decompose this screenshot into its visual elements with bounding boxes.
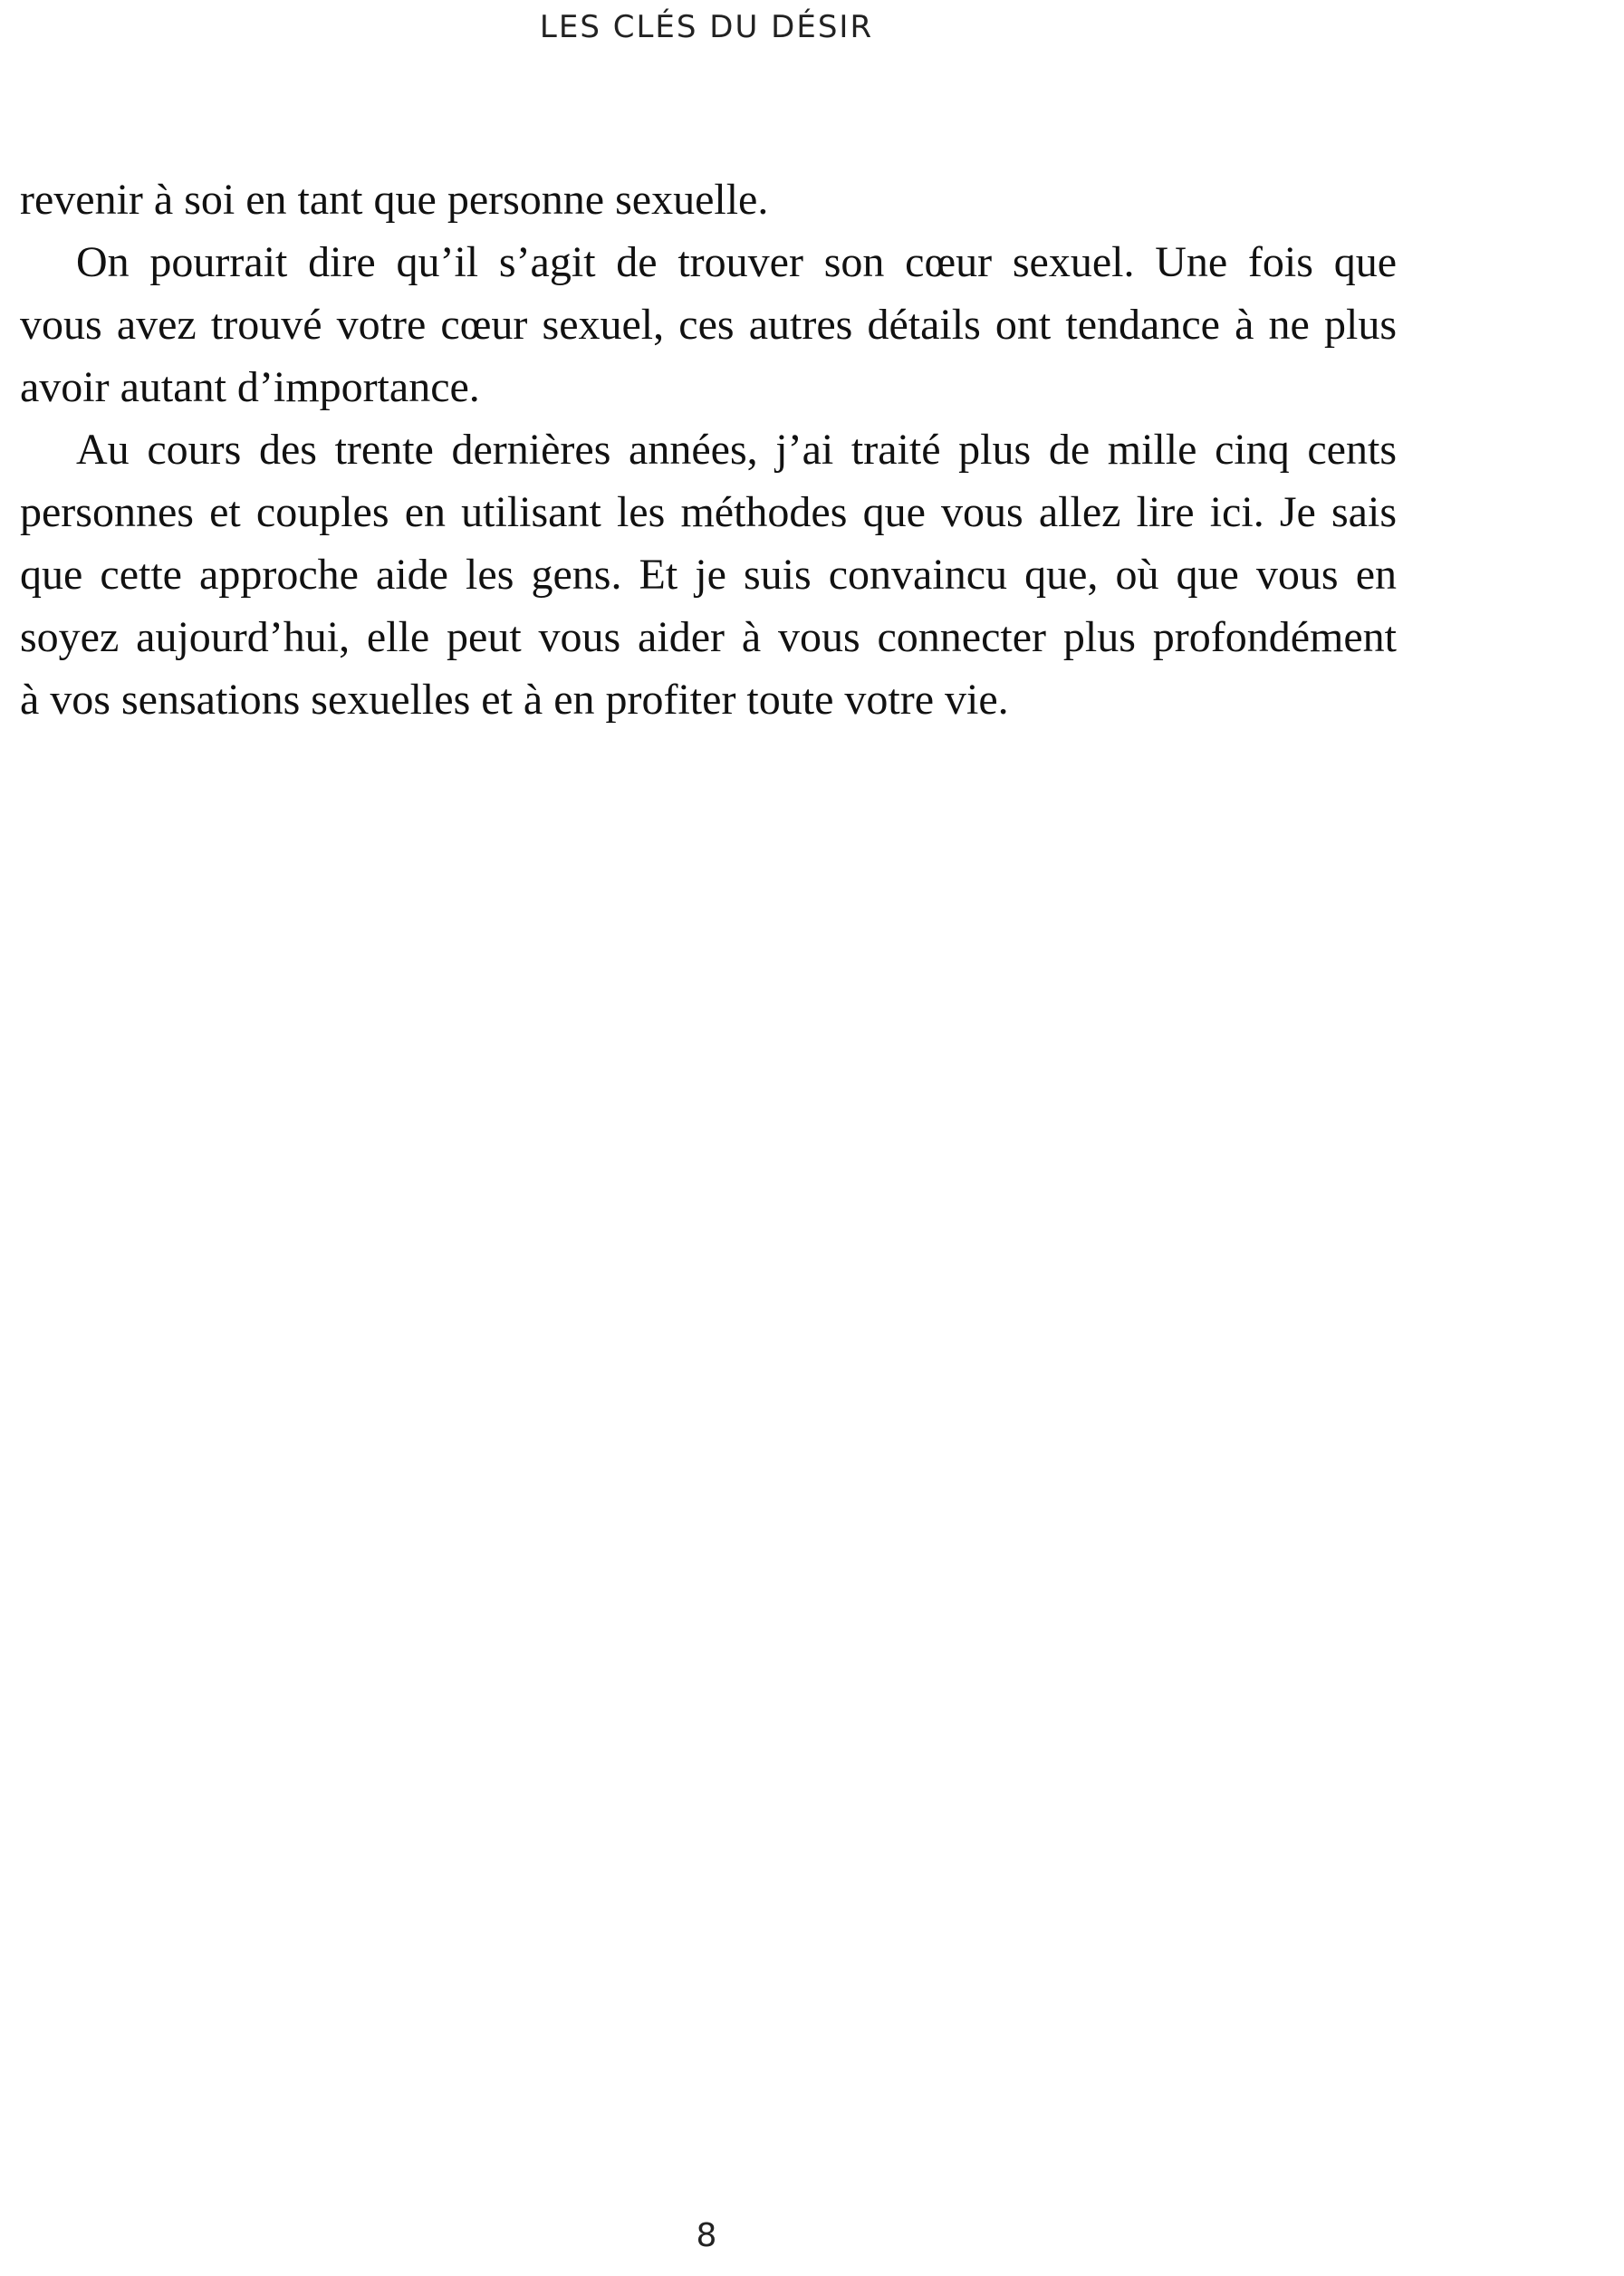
text-line: soyez aujourd’hui, elle peut vous aider à vous connecter plus profondément [20, 613, 1397, 661]
text-line: Au cours des trente dernières années, j’ai traité plus de mille cinq cents [76, 426, 1397, 474]
text-line: revenir à soi en tant que personne sexuelle. [20, 176, 769, 224]
text-line: On pourrait dire qu’il s’agit de trouver son cœur sexuel. Une fois que [76, 238, 1397, 286]
text-line: à vos sensations sexuelles et à en profiter toute votre vie. [20, 676, 1009, 724]
body-text [20, 168, 1397, 731]
text-line: personnes et couples en utilisant les méthodes que vous allez lire ici. Je sais [20, 488, 1397, 536]
text-line: avoir autant d’importance. [20, 363, 480, 411]
text-line: vous avez trouvé votre cœur sexuel, ces autres détails ont tendance à ne plus [20, 301, 1397, 349]
running-head: LES CLÉS DU DÉSIR [539, 9, 874, 45]
page-number: 8 [696, 2217, 717, 2254]
text-line: que cette approche aide les gens. Et je suis convaincu que, où que vous en [20, 551, 1397, 599]
